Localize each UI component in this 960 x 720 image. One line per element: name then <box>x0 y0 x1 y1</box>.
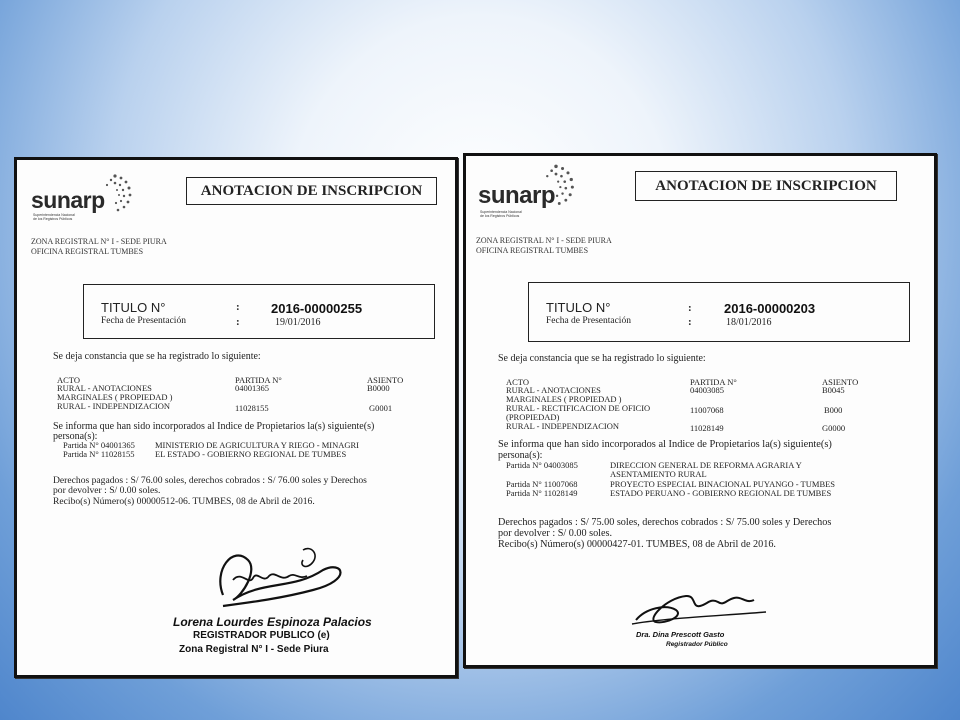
row-asiento: B0000 <box>367 383 390 393</box>
col-header-acto: ACTO <box>506 377 529 387</box>
inscription-document-1 <box>14 157 458 678</box>
derechos-text: Derechos pagados : S/ 76.00 soles, derechos cobrados : S/ 76.00 soles y Derechos <box>53 475 367 486</box>
informa-text-2: persona(s): <box>498 450 543 461</box>
col-header-partida: PARTIDA N° <box>235 375 282 385</box>
derechos-text-2: por devolver : S/ 0.00 soles. <box>498 528 613 539</box>
titulo-label: TITULO N° <box>546 300 611 315</box>
row-acto: RURAL - ANOTACIONES <box>506 385 601 395</box>
persona-partida: Partida N° 11028155 <box>63 449 135 459</box>
informa-text: Se informa que han sido incorporados al Indice de Propietarios la(s) siguiente(s) <box>498 439 832 450</box>
derechos-text: Derechos pagados : S/ 75.00 soles, derechos cobrados : S/ 75.00 soles y Derechos <box>498 517 832 528</box>
row-partida: 11028149 <box>690 423 724 433</box>
informa-text-2: persona(s): <box>53 431 98 442</box>
oficina-registral: OFICINA REGISTRAL TUMBES <box>31 247 144 256</box>
logo-wordmark: sunarp <box>478 182 556 209</box>
inscription-document-2 <box>463 153 937 668</box>
signatory-title: REGISTRADOR PUBLICO (e) <box>193 630 330 641</box>
recibo-text: Recibo(s) Número(s) 00000427-01. TUMBES, 08 de Abril de 2016. <box>498 539 776 550</box>
row-partida: 04001365 <box>235 383 269 393</box>
informa-text: Se informa que han sido incorporados al Indice de Propietarios la(s) siguiente(s) <box>53 421 375 432</box>
zone-registral: ZONA REGISTRAL N° I - SEDE PIURA <box>476 236 612 245</box>
col-header-asiento: ASIENTO <box>822 377 859 387</box>
document-header-title: ANOTACION DE INSCRIPCION <box>186 177 437 205</box>
row-acto: (PROPIEDAD) <box>506 412 560 422</box>
row-partida: 04003085 <box>690 385 724 395</box>
sunarp-logo <box>31 172 151 227</box>
row-asiento: G0000 <box>822 423 846 433</box>
titulo-colon: : <box>236 301 240 313</box>
row-partida: 11007068 <box>690 405 724 415</box>
constancia-text: Se deja constancia que se ha registrado lo siguiente: <box>53 351 261 362</box>
fecha-value: 18/01/2016 <box>726 317 772 328</box>
signature-mark <box>203 540 363 616</box>
fecha-colon: : <box>236 316 240 328</box>
persona-nombre: EL ESTADO - GOBIERNO REGIONAL DE TUMBES <box>155 449 347 459</box>
persona-nombre: ESTADO PERUANO - GOBIERNO REGIONAL DE TUMBES <box>610 488 832 498</box>
persona-nombre: PROYECTO ESPECIAL BINACIONAL PUYANGO - TUMBES <box>610 479 836 489</box>
logo-subtitle: Superintendencia Nacional de los Registros Públicos <box>480 210 522 218</box>
document-header-title: ANOTACION DE INSCRIPCION <box>635 171 897 201</box>
fecha-label: Fecha de Presentación <box>101 316 186 326</box>
sunarp-logo <box>476 162 596 222</box>
persona-partida: Partida N° 11007068 <box>506 479 578 489</box>
logo-subtitle: Superintendencia Nacional de los Registros Públicos <box>33 213 75 221</box>
persona-partida: Partida N° 04003085 <box>506 460 578 470</box>
persona-nombre: MINISTERIO DE AGRICULTURA Y RIEGO - MINAGRI <box>155 440 359 450</box>
row-partida: 11028155 <box>235 403 269 413</box>
row-acto: RURAL - RECTIFICACION DE OFICIO <box>506 403 651 413</box>
row-asiento: B000 <box>824 405 843 415</box>
fecha-colon: : <box>688 316 692 328</box>
oficina-registral: OFICINA REGISTRAL TUMBES <box>476 246 589 255</box>
row-asiento: G0001 <box>369 403 393 413</box>
persona-nombre: DIRECCION GENERAL DE REFORMA AGRARIA Y <box>610 460 802 470</box>
persona-partida: Partida N° 11028149 <box>506 488 578 498</box>
derechos-text-2: por devolver : S/ 0.00 soles. <box>53 485 161 496</box>
titulo-number: 2016-00000203 <box>724 301 816 316</box>
signatory-name: Dra. Dina Prescott Gasto <box>636 630 725 639</box>
signature-mark <box>626 588 776 632</box>
persona-partida: Partida N° 04001365 <box>63 440 135 450</box>
signatory-title: Registrador Público <box>666 641 728 648</box>
row-acto: MARGINALES ( PROPIEDAD ) <box>57 392 173 402</box>
col-header-acto: ACTO <box>57 375 80 385</box>
recibo-text: Recibo(s) Número(s) 00000512-06. TUMBES, 08 de Abril de 2016. <box>53 496 315 507</box>
persona-nombre: ASENTAMIENTO RURAL <box>610 469 707 479</box>
col-header-partida: PARTIDA N° <box>690 377 737 387</box>
titulo-colon: : <box>688 302 692 314</box>
fecha-label: Fecha de Presentación <box>546 316 631 326</box>
titulo-number: 2016-00000255 <box>271 301 363 316</box>
zone-registral: ZONA REGISTRAL N° I - SEDE PIURA <box>31 237 167 246</box>
row-acto: RURAL - ANOTACIONES <box>57 383 152 393</box>
constancia-text: Se deja constancia que se ha registrado lo siguiente: <box>498 353 706 364</box>
fecha-value: 19/01/2016 <box>275 317 321 328</box>
row-acto: RURAL - INDEPENDIZACION <box>506 421 620 431</box>
titulo-label: TITULO N° <box>101 300 166 315</box>
signatory-zone: Zona Registral N° I - Sede Piura <box>179 644 329 655</box>
logo-wordmark: sunarp <box>31 187 105 213</box>
row-acto: MARGINALES ( PROPIEDAD ) <box>506 394 622 404</box>
row-asiento: B0045 <box>822 385 845 395</box>
signatory-name: Lorena Lourdes Espinoza Palacios <box>173 615 372 629</box>
col-header-asiento: ASIENTO <box>367 375 404 385</box>
row-acto: RURAL - INDEPENDIZACION <box>57 401 171 411</box>
